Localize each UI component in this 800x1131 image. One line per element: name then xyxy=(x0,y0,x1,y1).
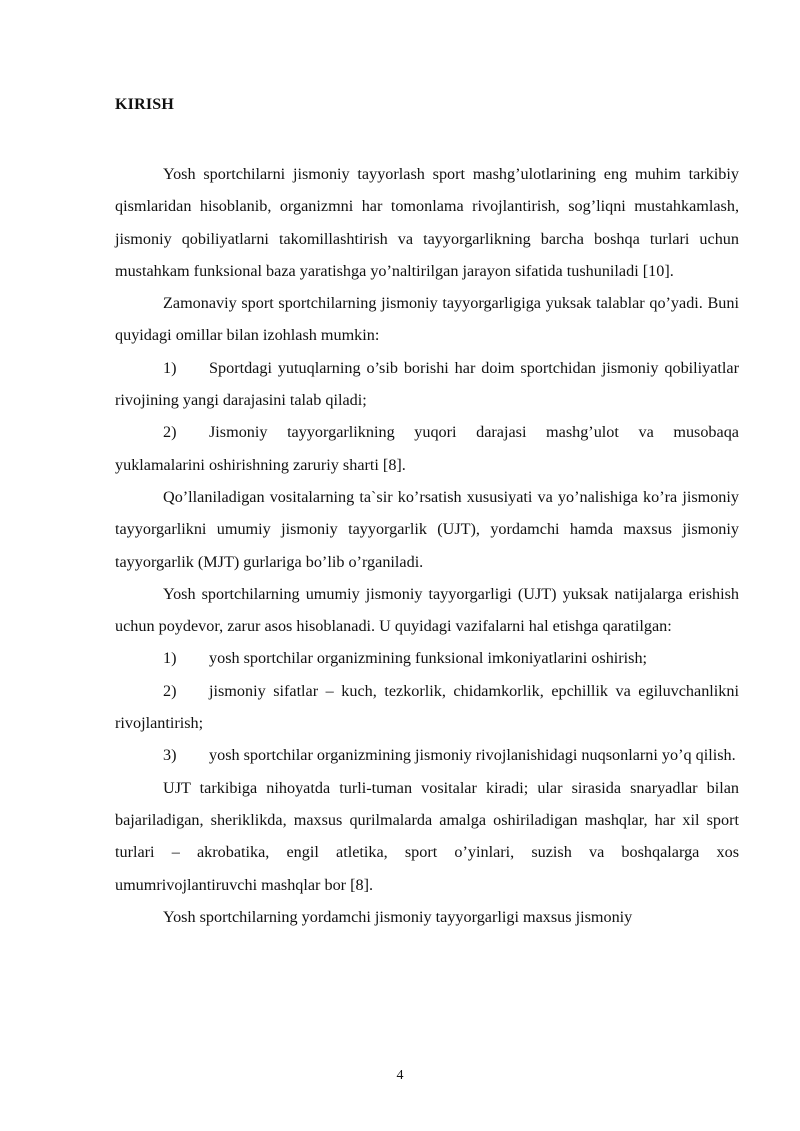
list-number: 3) xyxy=(163,746,177,765)
paragraph: Zamonaviy sport sportchilarning jismoniy tayyorgarligiga yuksak talablar qo’yadi. Buni quyidagi omillar bilan izohlash mumkin: xyxy=(115,294,739,345)
list-item-text: Jismoniy tayyorgarlikning yuqori darajasi mashg’ulot va musobaqa yuklamalarini oshirishning zaruriy sharti [8]. xyxy=(115,423,739,474)
list-item xyxy=(115,416,739,481)
list-item-text: yosh sportchilar organizmining jismoniy rivojlanishidagi nuqsonlarni yo’q qilish. xyxy=(209,746,736,765)
list-number: 1) xyxy=(163,649,177,668)
list-item-text: yosh sportchilar organizmining funksional imkoniyatlarini oshirish; xyxy=(209,649,648,668)
list-item xyxy=(115,739,739,771)
section-heading: KIRISH xyxy=(115,96,174,113)
paragraph: UJT tarkibiga nihoyatda turli-tuman vositalar kiradi; ular sirasida snaryadlar bilan bajariladigan, sheriklikda, maxsus qurilmalarda amalga oshiriladigan mashqlar, har xil sport turlari – akrobatika, engil atletika, sport o’yinlari, suzish va boshqalarga xos umumrivojlantiruvchi mashqlar bor [8]. xyxy=(115,778,739,894)
list-item xyxy=(115,675,739,740)
body-text xyxy=(115,158,739,933)
list-item-text: Sportdagi yutuqlarning o’sib borishi har doim sportchidan jismoniy qobiliyatlar rivojining yangi darajasini talab qiladi; xyxy=(115,358,739,410)
list-item xyxy=(115,642,739,674)
list-item-text: jismoniy sifatlar – kuch, tezkorlik, chidamkorlik, epchillik va egiluvchanlikni rivojlantirish; xyxy=(115,681,739,733)
list-number: 2) xyxy=(163,423,177,442)
paragraph: Qo’llaniladigan vositalarning ta`sir ko’rsatish xususiyati va yo’nalishiga ko’ra jismoniy tayyorgarlikni umumiy jismoniy tayyorgarlik (UJT), yordamchi hamda maxsus jismoniy tayyorgarlik (MJT) gurlariga bo’lib o’rganiladi. xyxy=(115,487,739,571)
list-number: 2) xyxy=(163,681,177,700)
list-number: 1) xyxy=(163,358,177,377)
list-item xyxy=(115,352,739,417)
paragraph: Yosh sportchilarning umumiy jismoniy tayyorgarligi (UJT) yuksak natijalarga erishish uchun poydevor, zarur asos hisoblanadi. U quyidagi vazifalarni hal etishga qaratilgan: xyxy=(115,584,739,636)
paragraph: Yosh sportchilarni jismoniy tayyorlash sport mashg’ulotlarining eng muhim tarkibiy qismlaridan hisoblanib, organizmni har tomonlama rivojlantirish, sog’liqni mustahkamlash, jismoniy qobiliyatlarni takomillashtirish va tayyorgarlikning barcha boshqa turlari uchun mustahkam funksional baza yaratishga yo’naltirilgan jarayon sifatida tushuniladi [10]. xyxy=(115,165,739,280)
page-number: 4 xyxy=(396,1068,404,1083)
paragraph: Yosh sportchilarning yordamchi jismoniy tayyorgarligi maxsus jismoniy xyxy=(163,907,633,926)
